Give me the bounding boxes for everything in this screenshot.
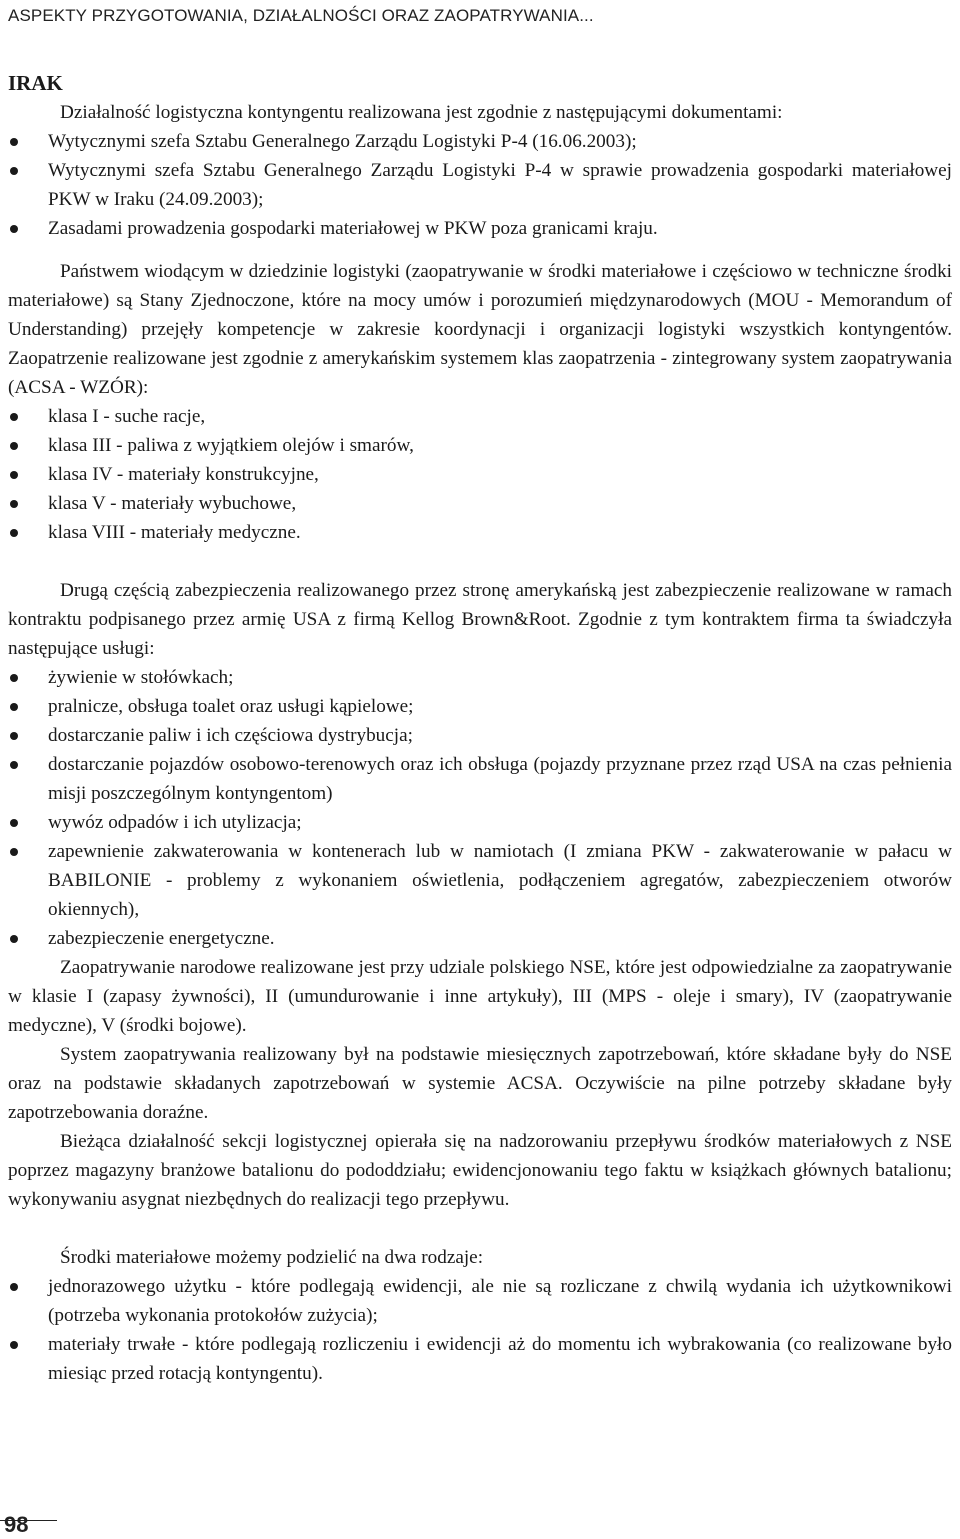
system-paragraph: System zaopatrywania realizowany był na podstawie miesięcznych zapotrzebowań, które składane były do NSE oraz na podstawie składanych zapotrzebowań w systemie ACSA. Oczywiście na pilne potrzeby składane były zapotrzebowania doraźne.: [8, 1044, 952, 1123]
list-item: dostarczanie pojazdów osobowo-terenowych oraz ich obsługa (pojazdy przyznane przez rząd USA na czas pełnienia misji poszczególnym kontyngentom): [8, 750, 952, 808]
material-types-list: [8, 1272, 952, 1388]
contract-paragraph: Drugą częścią zabezpieczenia realizowanego przez stronę amerykańską jest zabezpieczenie realizowane w ramach kontraktu podpisanego przez armię USA z firmą Kellog Brown&Root. Zgodnie z tym kontraktem firma ta świadczyła następujące usługi:: [8, 580, 952, 659]
list-item: zapewnienie zakwaterowania w kontenerach lub w namiotach (I zmiana PKW - zakwaterowanie w pałacu w BABILONIE - problemy z wykonaniem oświetlenia, podłączeniem agregatów, zabezpieczeniem otworów okiennych),: [8, 837, 952, 924]
nse-paragraph: Zaopatrywanie narodowe realizowane jest przy udziale polskiego NSE, które jest odpowiedzialne za zaopatrywanie w klasie I (zapasy żywności), II (umundurowanie i inne artykuły), III (MPS - oleje i smary), IV (zaopatrywanie medyczne), V (środki bojowe).: [8, 957, 952, 1036]
list-item: klasa I - suche racje,: [8, 402, 952, 431]
list-item: jednorazowego użytku - które podlegają ewidencji, ale nie są rozliczane z chwilą wydania ich użytkownikowi (potrzeba wykonania protokołów zużycia);: [8, 1272, 952, 1330]
intro-paragraph: Działalność logistyczna kontyngentu realizowana jest zgodnie z następującymi dokumentami:: [60, 102, 783, 123]
page-number: 98: [4, 1512, 29, 1537]
list-item: pralnicze, obsługa toalet oraz usługi kąpielowe;: [8, 692, 952, 721]
running-header: ASPEKTY PRZYGOTOWANIA, DZIAŁALNOŚCI ORAZ ZAOPATRYWANIA...: [8, 6, 594, 25]
list-item: klasa III - paliwa z wyjątkiem olejów i smarów,: [8, 431, 952, 460]
list-item: wywóz odpadów i ich utylizacja;: [8, 808, 952, 837]
list-item: dostarczanie paliw i ich częściowa dystrybucja;: [8, 721, 952, 750]
list-item: Zasadami prowadzenia gospodarki materiałowej w PKW poza granicami kraju.: [8, 214, 952, 243]
documents-list: [8, 127, 952, 243]
list-item: Wytycznymi szefa Sztabu Generalnego Zarządu Logistyki P-4 (16.06.2003);: [8, 127, 952, 156]
section-title: IRAK: [8, 71, 63, 95]
supply-paragraph: Państwem wiodącym w dziedzinie logistyki (zaopatrywanie w środki materiałowe i częściowo w techniczne środki materiałowe) są Stany Zjednoczone, które na mocy umów i porozumień międzynarodowych (MOU - Memorandum of Understanding) przejęły kompetencje w zakresie koordynacji i organizacji logistyki wszystkich kontyngentów. Zaopatrzenie realizowane jest zgodnie z amerykańskim systemem klas zaopatrzenia - zintegrowany system zaopatrywania (ACSA - WZÓR):: [8, 261, 952, 398]
classes-list: [8, 402, 952, 547]
materials-paragraph: Środki materiałowe możemy podzielić na dwa rodzaje:: [60, 1247, 484, 1268]
list-item: żywienie w stołówkach;: [8, 663, 952, 692]
list-item: zabezpieczenie energetyczne.: [8, 924, 952, 953]
current-activity-paragraph: Bieżąca działalność sekcji logistycznej opierała się na nadzorowaniu przepływu środków materiałowych z NSE poprzez magazyny branżowe batalionu do pododdziału; ewidencjonowaniu tego faktu w książkach głównych batalionu; wykonywaniu asygnat niezbędnych do realizacji tego przepływu.: [8, 1131, 952, 1210]
list-item: materiały trwałe - które podlegają rozliczeniu i ewidencji aż do momentu ich wybrakowania (co realizowane było miesiąc przed rotacją kontyngentu).: [8, 1330, 952, 1388]
list-item: klasa VIII - materiały medyczne.: [8, 518, 952, 547]
list-item: klasa V - materiały wybuchowe,: [8, 489, 952, 518]
page-body: [8, 68, 952, 1388]
list-item: klasa IV - materiały konstrukcyjne,: [8, 460, 952, 489]
list-item: Wytycznymi szefa Sztabu Generalnego Zarządu Logistyki P-4 w sprawie prowadzenia gospodarki materiałowej PKW w Iraku (24.09.2003);: [8, 156, 952, 214]
services-list: [8, 663, 952, 953]
